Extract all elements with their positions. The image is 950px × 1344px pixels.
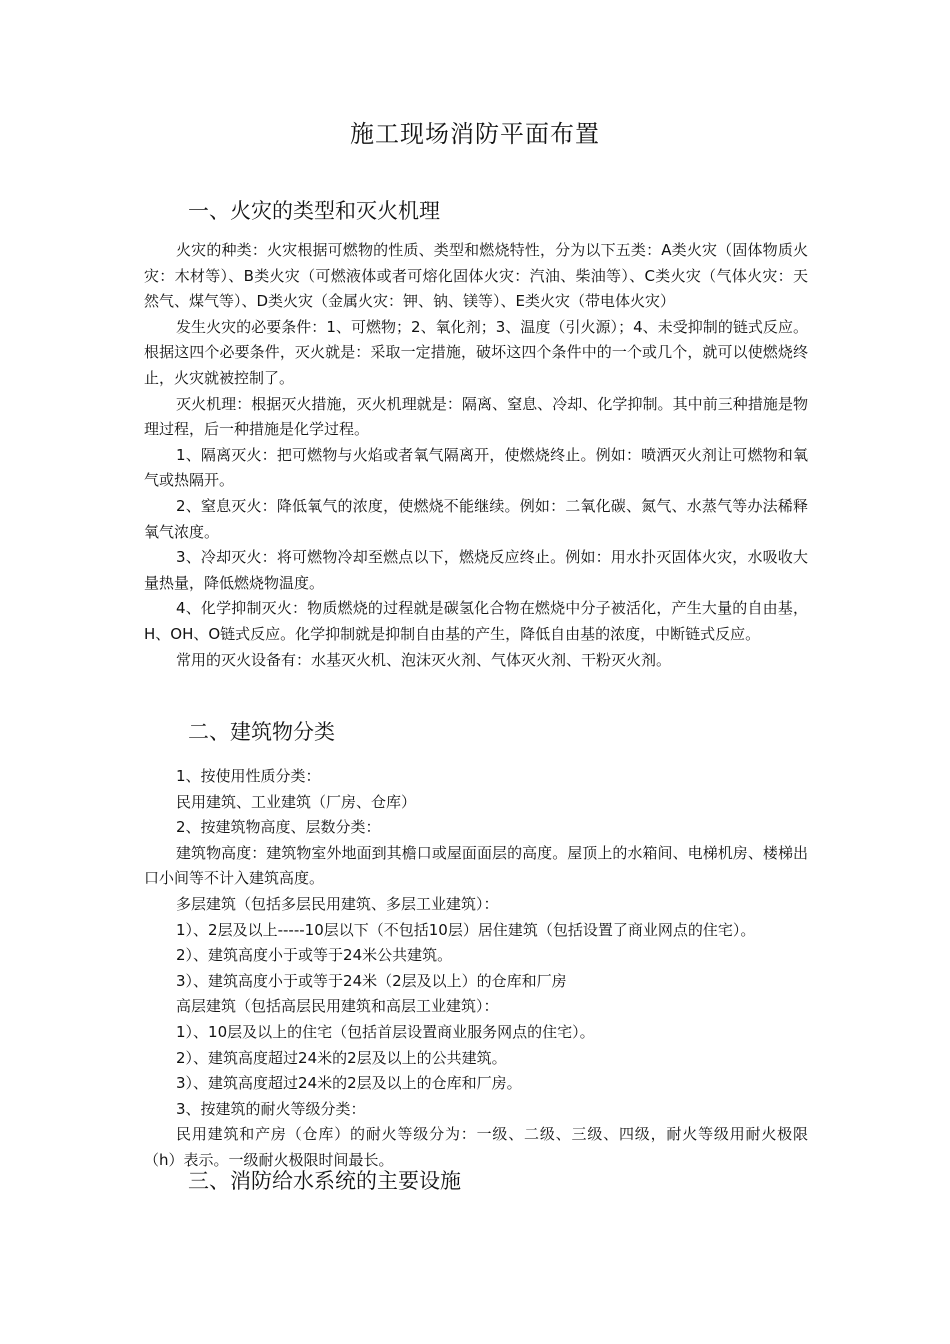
paragraph: 4、化学抑制灭火：物质燃烧的过程就是碳氢化合物在燃烧中分子被活化，产生大量的自由基，H、OH、O链式反应。化学抑制就是抑制自由基的产生，降低自由基的浓度，中断链式反应。 (144, 599, 808, 643)
document-title: 施工现场消防平面布置 (350, 120, 600, 148)
section-heading-fire-types: 一、火灾的类型和灭火机理 (188, 199, 440, 223)
paragraph: 常用的灭火设备有：水基灭火机、泡沫灭火剂、气体灭火剂、干粉灭火剂。 (176, 650, 672, 669)
paragraph: 灭火机理：根据灭火措施，灭火机理就是：隔离、窒息、冷却、化学抑制。其中前三种措施是物理过程，后一种措施是化学过程。 (144, 394, 808, 439)
section-body-building-classes (144, 764, 808, 1174)
paragraph: 3、冷却灭火：将可燃物冷却至燃点以下，燃烧反应终止。例如：用水扑灭固体火灾，水吸收大量热量，降低燃烧物温度。 (144, 548, 808, 592)
paragraph: 火灾的种类：火灾根据可燃物的性质、类型和燃烧特性，分为以下五类：A类火灾（固体物质火灾：木材等）、B类火灾（可燃液体或者可熔化固体火灾：汽油、柴油等）、C类火灾（气体火灾：天然气、煤气等）、D类火灾（金属火灾：钾、钠、镁等）、E类火灾（带电体火灾） (144, 241, 808, 311)
paragraph: 2）、建筑高度超过24米的2层及以上的公共建筑。 (176, 1048, 507, 1067)
paragraph: 高层建筑（包括高层民用建筑和高层工业建筑）： (176, 997, 499, 1016)
paragraph: 3、按建筑的耐火等级分类： (176, 1099, 366, 1118)
paragraph: 发生火灾的必要条件：1、可燃物；2、氧化剂；3、温度（引火源）；4、未受抑制的链式反应。根据这四个必要条件，灭火就是：采取一定措施，破坏这四个条件中的一个或几个，就可以使燃烧终止，火灾就被控制了。 (144, 317, 808, 387)
paragraph: 建筑物高度：建筑物室外地面到其檐口或屋面面层的高度。屋顶上的水箱间、电梯机房、楼梯出口小间等不计入建筑高度。 (144, 843, 808, 888)
section-body-fire-types (144, 238, 808, 673)
paragraph: 3）、建筑高度超过24米的2层及以上的仓库和厂房。 (176, 1074, 522, 1093)
paragraph: 1、隔离灭火：把可燃物与火焰或者氧气隔离开，使燃烧终止。例如：喷洒灭火剂让可燃物和氧气或热隔开。 (144, 445, 808, 490)
paragraph: 2、按建筑物高度、层数分类： (176, 818, 381, 837)
paragraph: 多层建筑（包括多层民用建筑、多层工业建筑）： (176, 894, 499, 913)
paragraph: 民用建筑、工业建筑（厂房、仓库） (176, 792, 417, 811)
paragraph: 2）、建筑高度小于或等于24米公共建筑。 (176, 946, 453, 965)
paragraph: 3）、建筑高度小于或等于24米（2层及以上）的仓库和厂房 (176, 971, 567, 990)
paragraph: 1、按使用性质分类： (176, 767, 321, 785)
paragraph: 1）、10层及以上的住宅（包括首层设置商业服务网点的住宅）。 (176, 1022, 595, 1041)
section-heading-building-classes: 二、建筑物分类 (188, 720, 335, 744)
paragraph: 民用建筑和产房（仓库）的耐火等级分为：一级、二级、三级、四级，耐火等级用耐火极限（h）表示。一级耐火极限时间最长。 (144, 1125, 808, 1169)
paragraph: 1）、2层及以上-----10层以下（不包括10层）居住建筑（包括设置了商业网点的住宅）。 (176, 920, 756, 939)
paragraph: 2、窒息灭火：降低氧气的浓度，使燃烧不能继续。例如：二氧化碳、氮气、水蒸气等办法稀释氧气浓度。 (144, 496, 808, 541)
section-heading-fire-water-system: 三、消防给水系统的主要设施 (188, 1169, 461, 1193)
